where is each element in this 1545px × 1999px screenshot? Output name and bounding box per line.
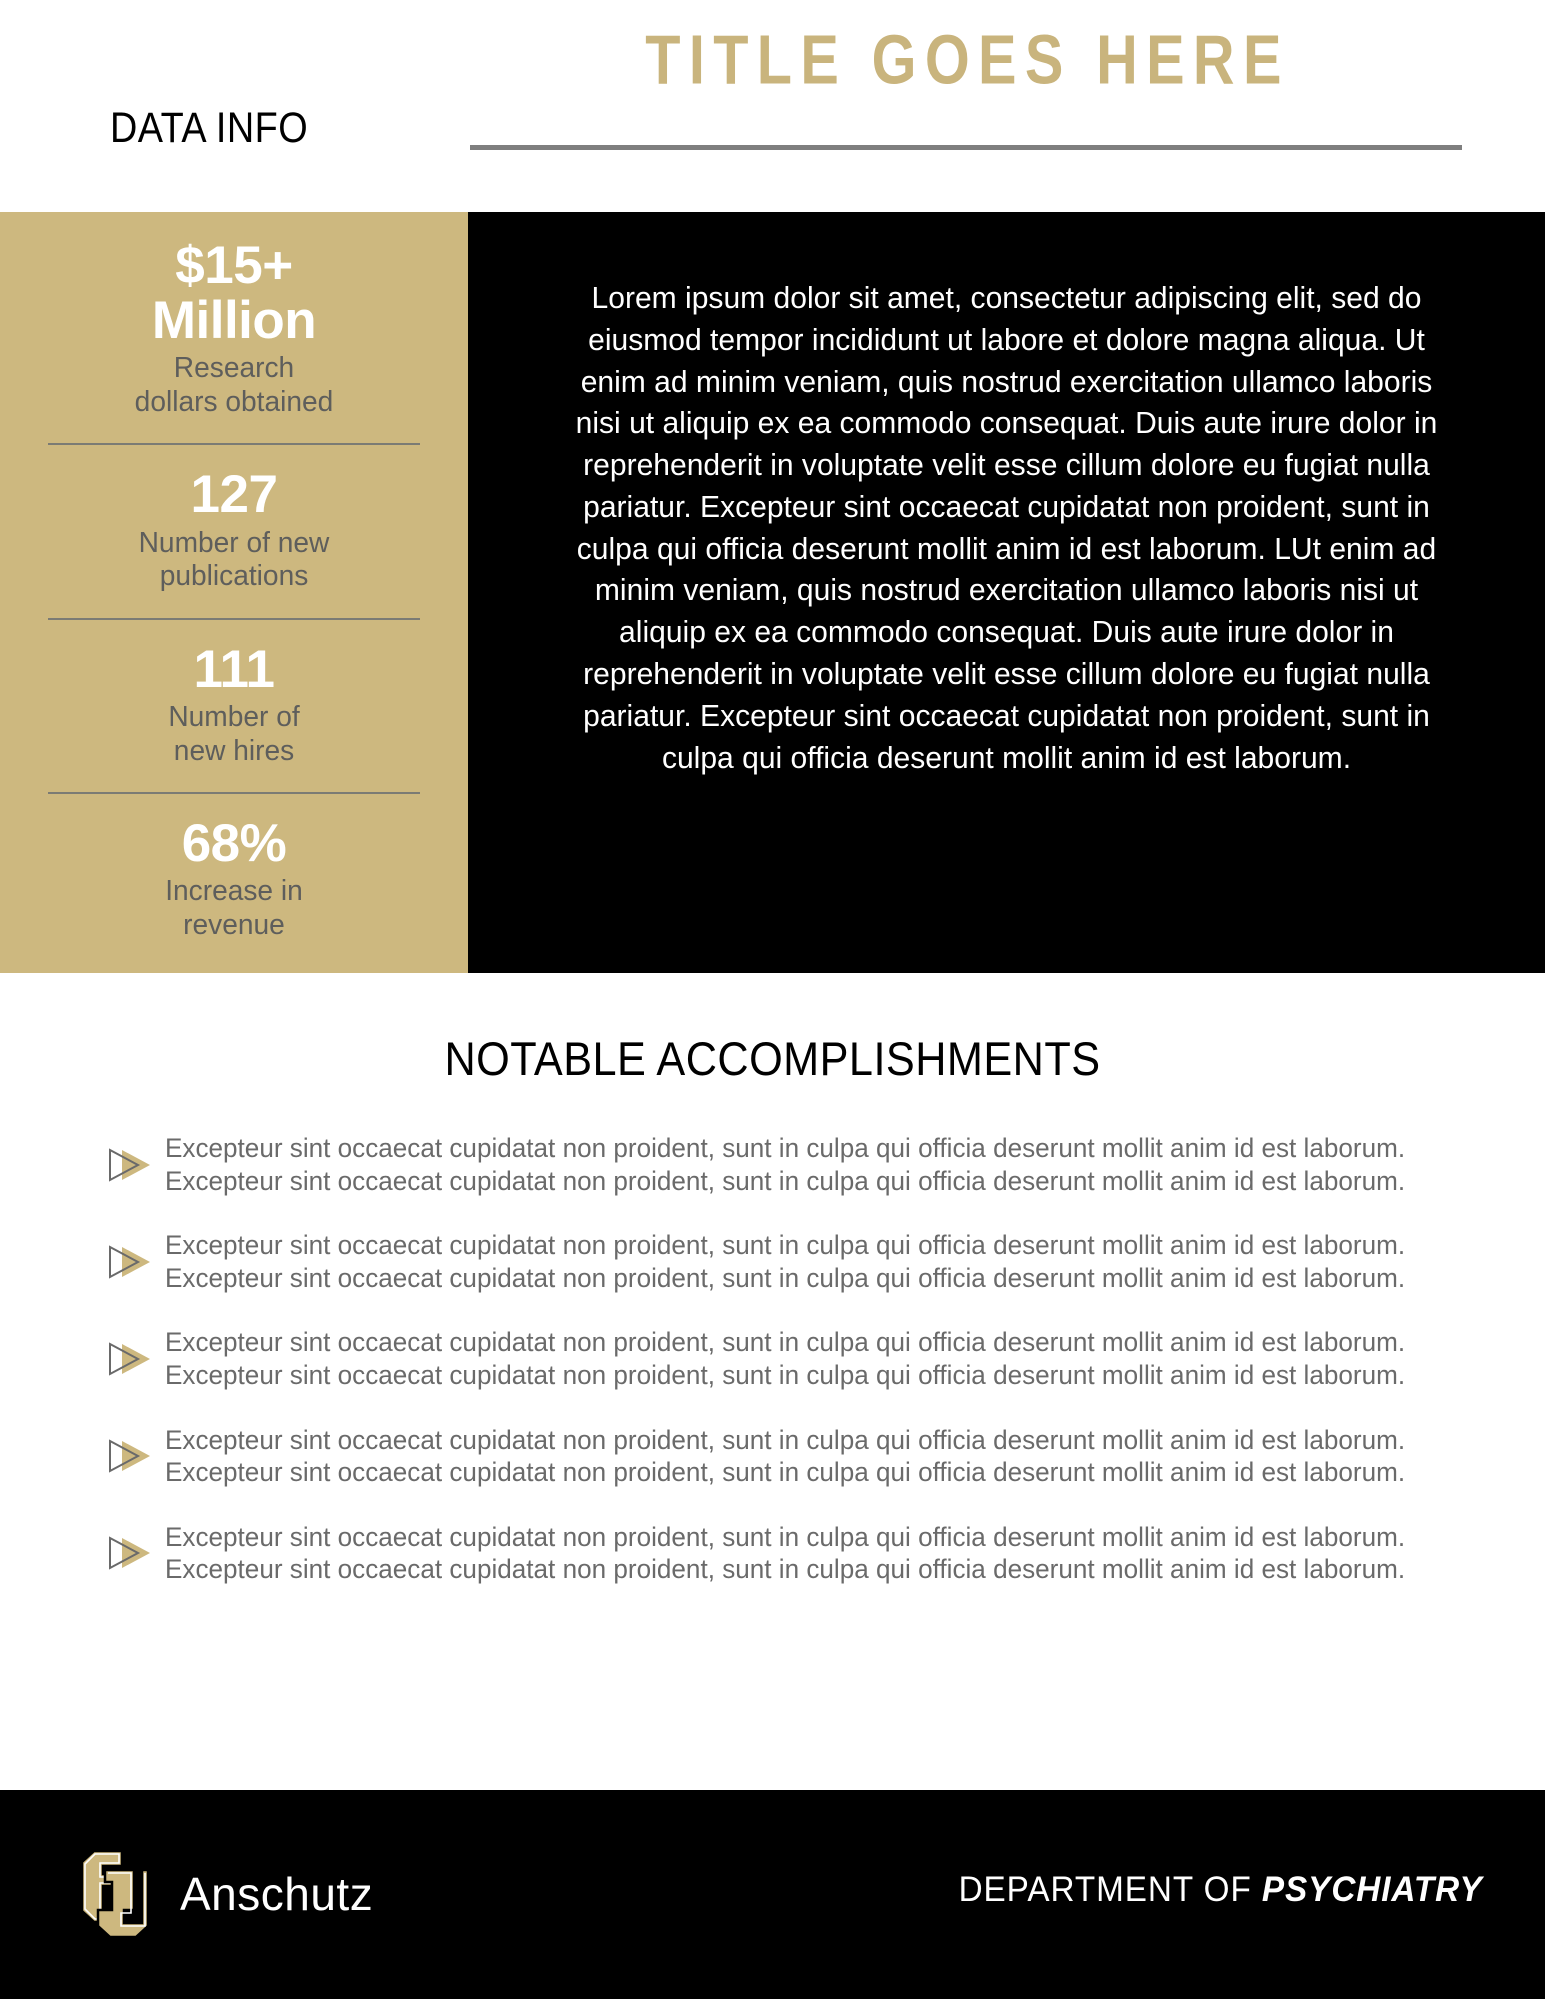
stat-label	[54, 352, 415, 419]
stat-label	[54, 527, 415, 594]
stat-value	[48, 236, 420, 351]
department-label	[959, 1870, 1483, 1910]
stat-label-line1: Increase in	[165, 875, 303, 908]
stat-label-line1: Research	[173, 352, 295, 385]
stat-label-line2: revenue	[183, 908, 285, 941]
stat-item	[48, 238, 420, 419]
stat-value: 127	[190, 465, 278, 525]
stat-label-line1: Number of	[168, 700, 300, 733]
stat-divider	[48, 618, 420, 620]
body-text-panel	[468, 212, 1545, 973]
double-chevron-icon	[105, 1242, 153, 1282]
page-footer	[0, 1790, 1545, 1999]
accomplishments-list	[0, 1132, 1545, 1586]
list-item-text: Excepteur sint occaecat cupidatat non proident, sunt in culpa qui officia deserunt mollit anim id est laborum. Excepteur sint occaecat cupidatat non proident, sunt in culpa qui officia deserunt mollit anim id est laborum.	[165, 1521, 1406, 1585]
list-item	[105, 1424, 1487, 1489]
stat-value: 111	[193, 639, 275, 699]
page-title: TITLE GOES HERE	[645, 22, 1290, 100]
list-item	[105, 1229, 1487, 1294]
accomplishments-title: NOTABLE ACCOMPLISHMENTS	[444, 1032, 1101, 1085]
stat-item	[48, 639, 420, 768]
double-chevron-icon	[105, 1436, 153, 1476]
section-label: DATA INFO	[110, 104, 309, 152]
stat-label-line1: Number of new	[138, 526, 330, 559]
list-item	[105, 1326, 1487, 1391]
department-name: PSYCHIATRY	[1262, 1870, 1483, 1909]
stat-value: 68%	[181, 814, 287, 874]
stat-label	[54, 701, 415, 768]
department-prefix: DEPARTMENT OF	[958, 1870, 1263, 1909]
title-block	[470, 22, 1465, 100]
hero-band	[0, 212, 1545, 973]
list-item	[105, 1132, 1487, 1197]
stat-value-line1: $15+	[175, 236, 293, 295]
list-item-text: Excepteur sint occaecat cupidatat non proident, sunt in culpa qui officia deserunt mollit anim id est laborum. Excepteur sint occaecat cupidatat non proident, sunt in culpa qui officia deserunt mollit anim id est laborum.	[165, 1230, 1406, 1293]
double-chevron-icon	[105, 1533, 153, 1573]
brand-lockup	[72, 1848, 373, 1940]
stat-divider	[48, 443, 420, 445]
list-item-text: Excepteur sint occaecat cupidatat non proident, sunt in culpa qui officia deserunt mollit anim id est laborum. Excepteur sint occaecat cupidatat non proident, sunt in culpa qui officia deserunt mollit anim id est laborum.	[165, 1424, 1406, 1488]
stat-item	[48, 467, 420, 593]
stat-label-line2: publications	[159, 560, 309, 593]
title-underline-rule	[470, 145, 1462, 150]
list-item-text: Excepteur sint occaecat cupidatat non proident, sunt in culpa qui officia deserunt mollit anim id est laborum. Excepteur sint occaecat cupidatat non proident, sunt in culpa qui officia deserunt mollit anim id est laborum.	[165, 1327, 1406, 1390]
cu-monogram-logo	[72, 1848, 158, 1940]
stats-panel	[0, 212, 468, 973]
anschutz-wordmark: Anschutz	[180, 1868, 374, 1920]
page-header	[0, 0, 1545, 212]
stat-label	[54, 875, 415, 942]
stat-label-line2: dollars obtained	[134, 385, 334, 418]
list-item	[105, 1521, 1487, 1586]
stat-label-line2: new hires	[173, 734, 295, 767]
double-chevron-icon	[105, 1145, 153, 1185]
list-item-text: Excepteur sint occaecat cupidatat non proident, sunt in culpa qui officia deserunt mollit anim id est laborum. Excepteur sint occaecat cupidatat non proident, sunt in culpa qui officia deserunt mollit anim id est laborum.	[165, 1133, 1406, 1196]
body-paragraph: Lorem ipsum dolor sit amet, consectetur adipiscing elit, sed do eiusmod tempor incididunt ut labore et dolore magna aliqua. Ut enim ad minim veniam, quis nostrud exercitation ullamco laboris nisi ut aliquip ex ea commodo consequat. Duis aute irure dolor in reprehenderit in voluptate velit esse cillum dolore eu fugiat nulla pariatur. Excepteur sint occaecat cupidatat non proident, sunt in culpa qui officia deserunt mollit anim id est laborum. LUt enim ad minim veniam, quis nostrud exercitation ullamco laboris nisi ut aliquip ex ea commodo consequat. Duis aute irure dolor in reprehenderit in voluptate velit esse cillum dolore eu fugiat nulla pariatur. Excepteur sint occaecat cupidatat non proident, sunt in culpa qui officia deserunt mollit anim id est laborum.	[575, 281, 1438, 775]
stat-item	[48, 816, 420, 942]
double-chevron-icon	[105, 1339, 153, 1379]
stat-divider	[48, 792, 420, 794]
stat-value-line2: Million	[151, 291, 317, 351]
accomplishments-section	[0, 973, 1545, 1790]
